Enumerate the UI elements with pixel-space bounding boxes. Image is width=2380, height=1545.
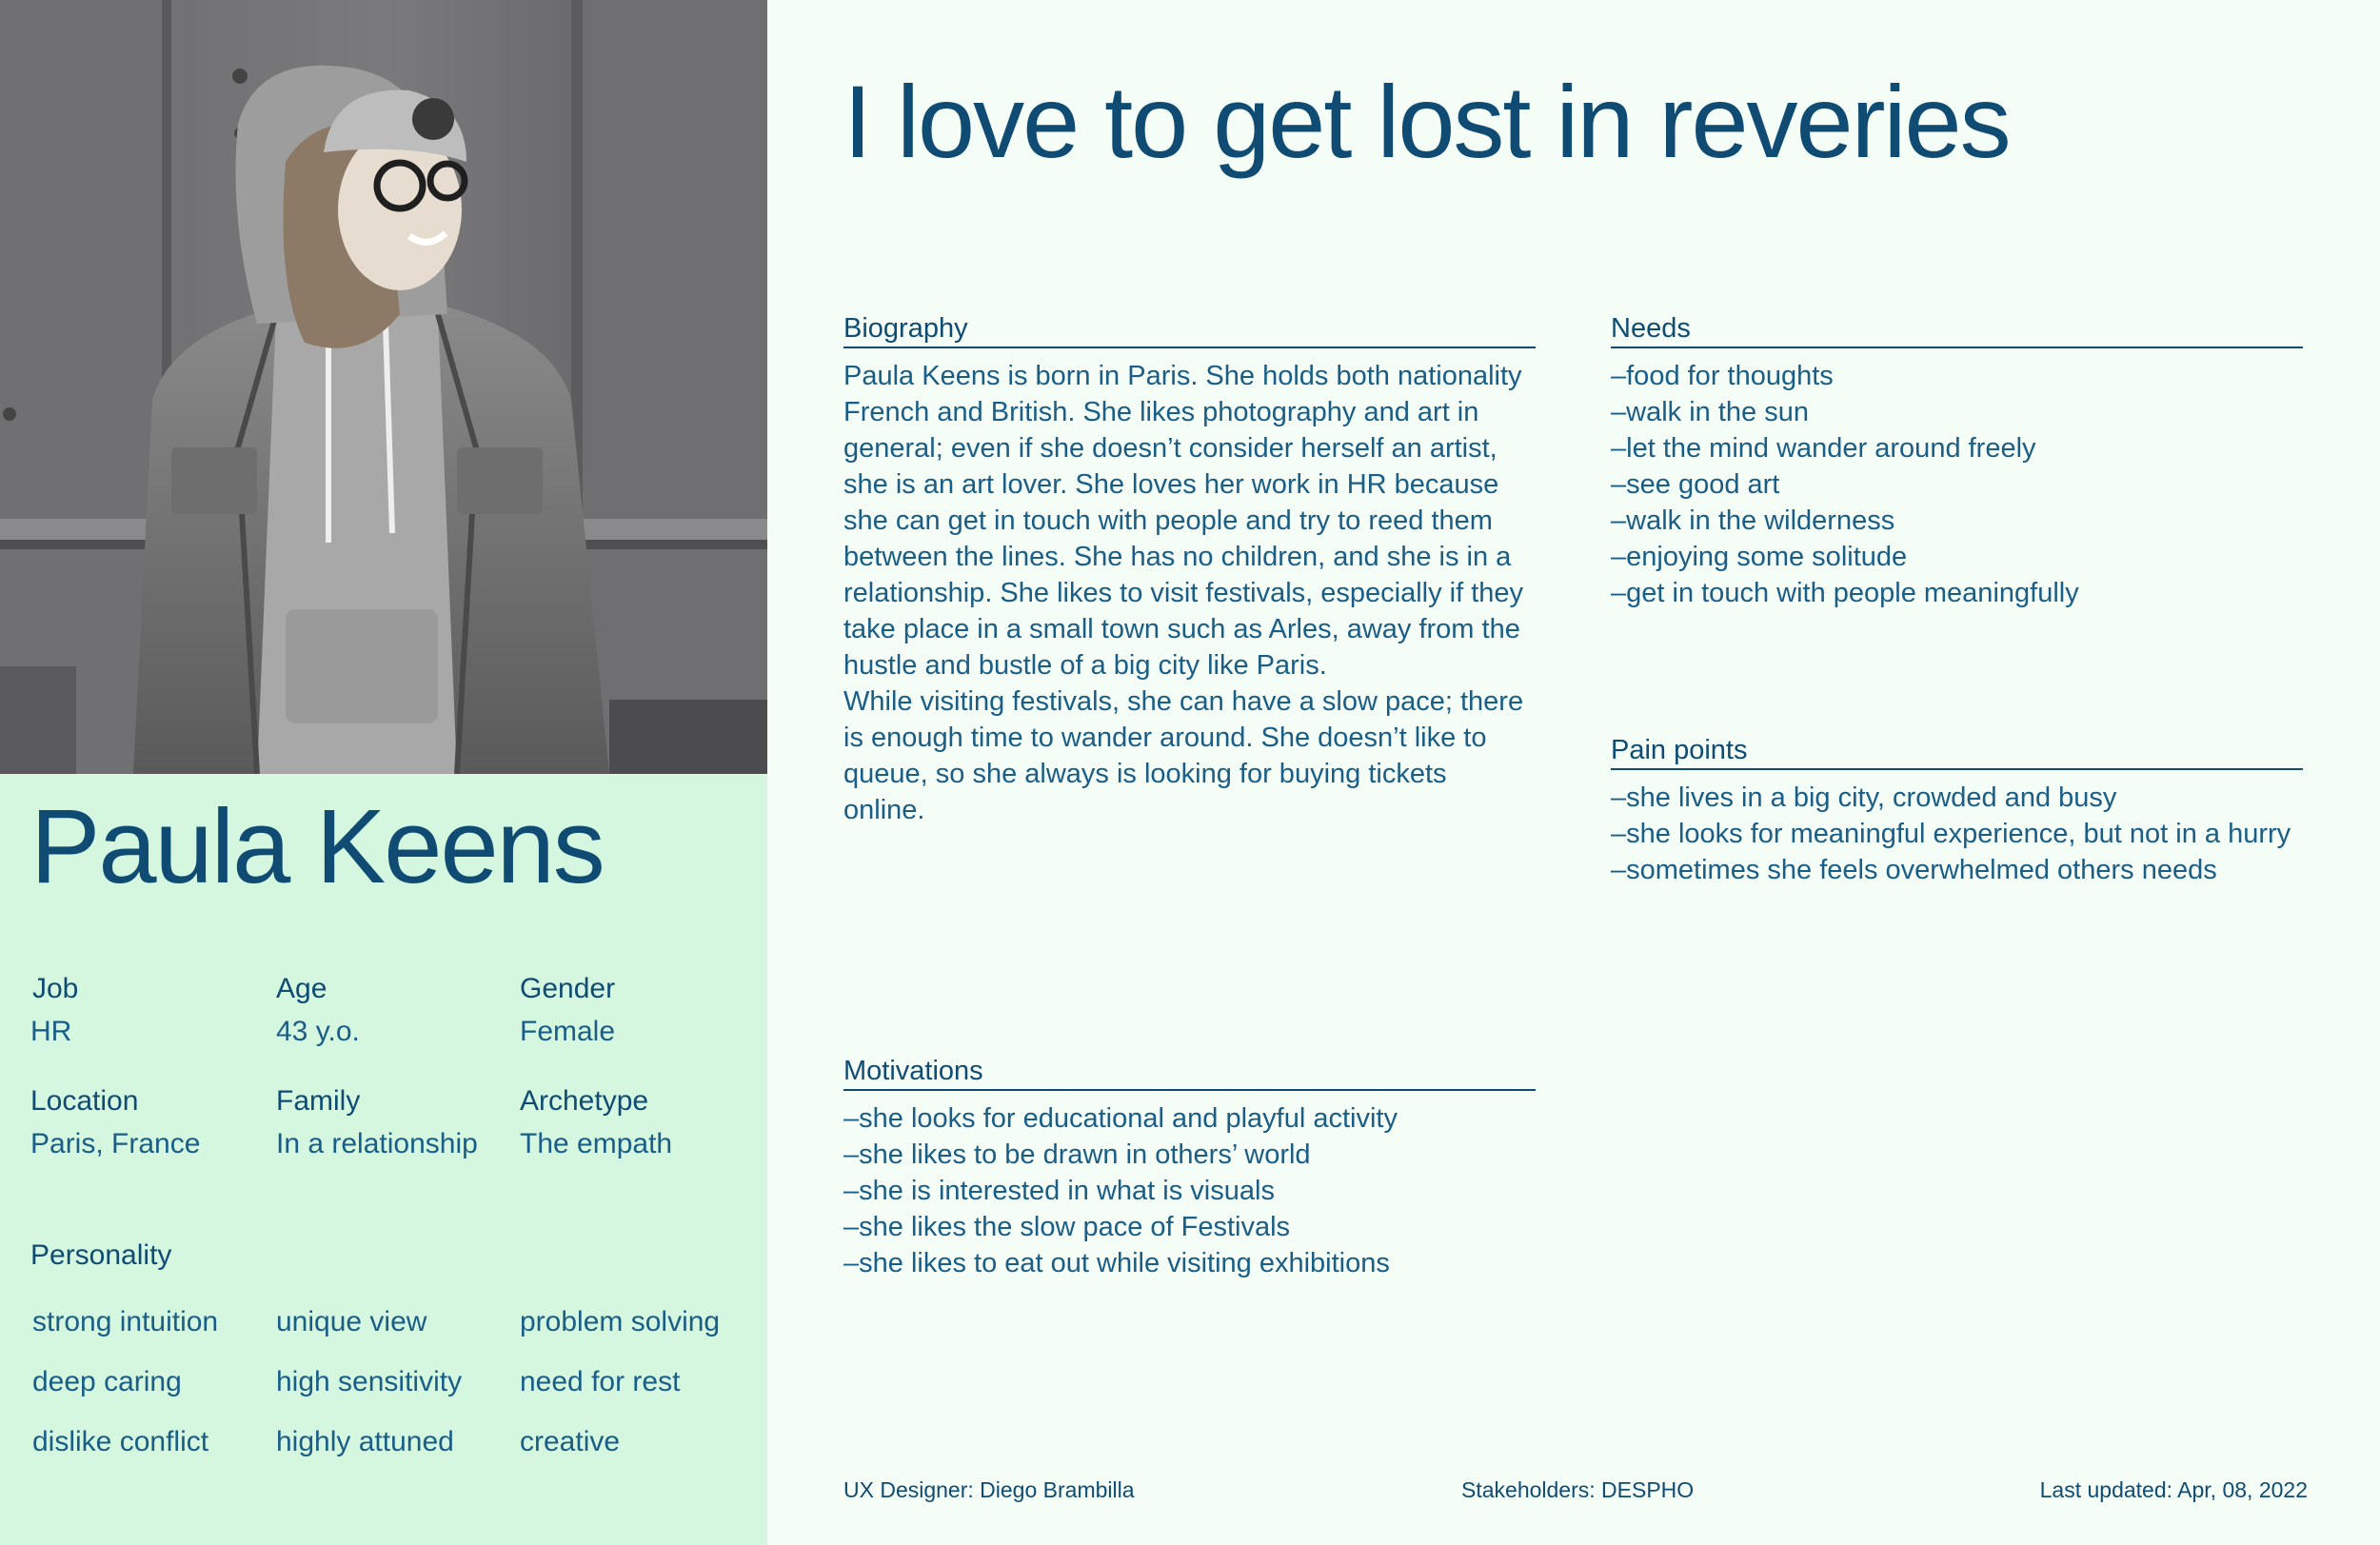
persona-name: Paula Keens (30, 788, 604, 905)
needs-item: –let the mind wander around freely (1611, 433, 2036, 464)
family-label: Family (276, 1085, 361, 1117)
biography-paragraph: While visiting festivals, she can have a slow pace; there is enough time to wander around. She doesn’t like to queue, so she always is looking for buying tickets online. (843, 686, 1524, 825)
pain-points-section (1611, 734, 2303, 888)
footer-designer: UX Designer: Diego Brambilla (843, 1477, 1135, 1502)
personality-trait: problem solving (520, 1306, 721, 1337)
needs-item: –see good art (1611, 469, 1780, 500)
motivation-item: –she likes to eat out while visiting exhibitions (843, 1248, 1390, 1278)
gender-value: Female (520, 1016, 616, 1047)
persona-quote: I love to get lost in reveries (843, 64, 2010, 179)
job-label: Job (32, 973, 79, 1004)
needs-item: –food for thoughts (1611, 361, 1834, 391)
personality-trait: creative (520, 1426, 621, 1457)
motivations-section (843, 1055, 1536, 1281)
location-value: Paris, France (30, 1128, 201, 1159)
motivation-item: –she is interested in what is visuals (843, 1176, 1275, 1206)
personality-trait: deep caring (32, 1366, 182, 1397)
needs-list (1611, 358, 2303, 611)
job-value: HR (30, 1016, 72, 1047)
pain-points-title: Pain points (1611, 734, 2303, 770)
age-label: Age (276, 973, 327, 1004)
needs-item: –get in touch with people meaningfully (1611, 578, 2079, 608)
biography-paragraph: Paula Keens is born in Paris. She holds both nationality French and British. She likes photography and art in general; even if she doesn’t consider herself an artist, she is an art lover. She loves her work in HR because she can get in touch with people and try to reed them between the lines. She has no children, and she is in a relationship. She likes to visit festivals, especially if they take place in a small town such as Arles, away from the hustle and bustle of a big city like Paris. (843, 361, 1524, 681)
personality-trait: strong intuition (32, 1306, 219, 1337)
personality-title: Personality (30, 1239, 172, 1271)
biography-body (843, 358, 1536, 828)
biography-title: Biography (843, 312, 1536, 348)
needs-item: –walk in the sun (1611, 397, 1809, 427)
personality-trait: highly attuned (276, 1426, 454, 1457)
personality-trait: high sensitivity (276, 1366, 463, 1397)
family-value: In a relationship (276, 1128, 478, 1159)
persona-panel (0, 0, 767, 1545)
gender-label: Gender (520, 973, 616, 1004)
needs-item: –enjoying some solitude (1611, 542, 1908, 572)
details-panel (767, 0, 2380, 1545)
portrait-image (0, 0, 767, 774)
footer-stakeholders: Stakeholders: DESPHO (1461, 1477, 1695, 1502)
motivation-item: –she likes the slow pace of Festivals (843, 1212, 1291, 1242)
needs-item: –walk in the wilderness (1611, 505, 1895, 536)
motivations-title: Motivations (843, 1055, 1536, 1091)
needs-title: Needs (1611, 312, 2303, 348)
motivation-item: –she looks for educational and playful activity (843, 1103, 1398, 1134)
personality-trait: unique view (276, 1306, 427, 1337)
pain-point-item: –she lives in a big city, crowded and busy (1611, 782, 2117, 813)
motivations-list (843, 1100, 1536, 1281)
archetype-value: The empath (520, 1128, 673, 1159)
portrait-photo (0, 0, 767, 774)
pain-points-list (1611, 780, 2303, 888)
needs-section (1611, 312, 2303, 611)
motivation-item: –she likes to be drawn in others’ world (843, 1139, 1311, 1170)
personality-trait: need for rest (520, 1366, 681, 1397)
pain-point-item: –she looks for meaningful experience, but not in a hurry (1611, 819, 2291, 849)
pain-point-item: –sometimes she feels overwhelmed others needs (1611, 855, 2217, 885)
biography-section (843, 312, 1536, 828)
footer-last-updated: Last updated: Apr, 08, 2022 (2039, 1477, 2308, 1502)
age-value: 43 y.o. (276, 1016, 360, 1047)
location-label: Location (30, 1085, 139, 1117)
archetype-label: Archetype (520, 1085, 649, 1117)
personality-trait: dislike conflict (32, 1426, 209, 1457)
